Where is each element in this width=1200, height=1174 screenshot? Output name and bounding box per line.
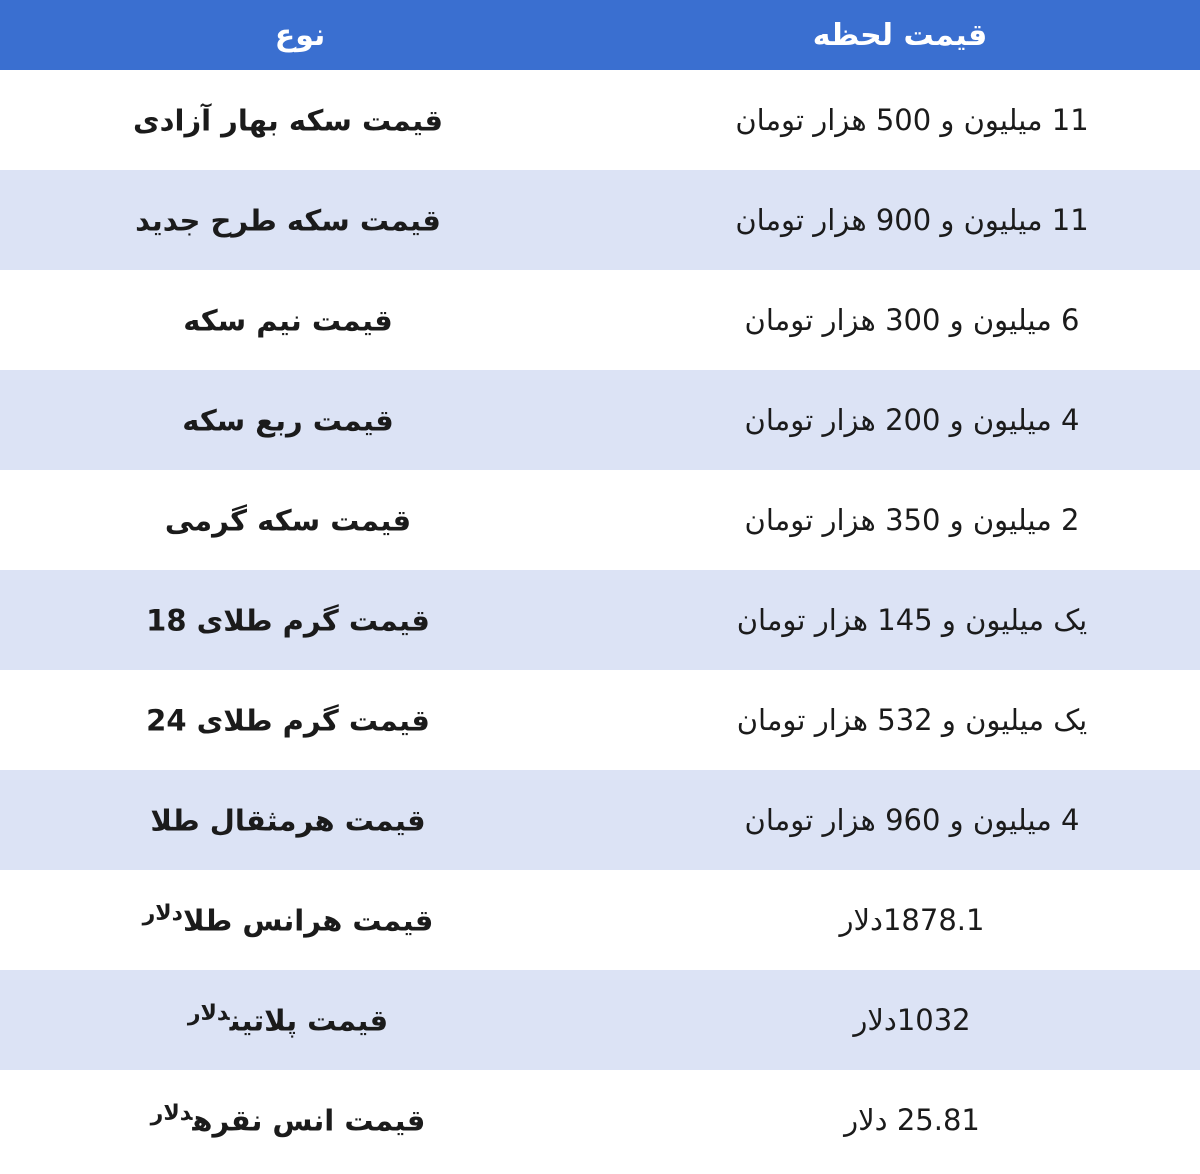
price-value: [600, 170, 1200, 270]
type-text: قیمت ربع سکه: [182, 403, 394, 438]
table-row: [0, 170, 1200, 270]
table-row: [0, 970, 1200, 1070]
price-value: [600, 870, 1200, 970]
table-body: [0, 70, 1200, 1170]
price-line-1: 4 میلیون و 200 هزار تومان: [744, 402, 1080, 437]
type-label: [0, 270, 600, 370]
type-label: [0, 770, 600, 870]
price-value: [600, 370, 1200, 470]
type-text: قیمت انس نقره: [192, 1103, 426, 1138]
type-text: قیمت گرم طلای 24: [146, 703, 430, 738]
price-value: [600, 270, 1200, 370]
type-text: قیمت پلاتین: [229, 1003, 389, 1038]
price-value: [600, 770, 1200, 870]
type-unit-suffix: دلار: [142, 901, 183, 927]
price-value: [600, 970, 1200, 1070]
type-text: قیمت هرمثقال طلا: [150, 803, 426, 838]
type-text: قیمت گرم طلای 18: [146, 603, 430, 638]
price-line-1: یک میلیون و 145 هزار تومان: [736, 602, 1088, 637]
table-header-row: [0, 0, 1200, 70]
type-label: [0, 570, 600, 670]
price-line-1: 2 میلیون و 350 هزار تومان: [744, 502, 1080, 537]
type-label: [0, 870, 600, 970]
table-row: [0, 670, 1200, 770]
price-value: [600, 470, 1200, 570]
table-row: [0, 270, 1200, 370]
table-row: [0, 870, 1200, 970]
price-line-1: یک میلیون و 532 هزار تومان: [736, 702, 1088, 737]
type-text: قیمت نیم سکه: [183, 303, 393, 338]
price-line-1: 1878.1دلار: [839, 902, 985, 937]
type-text: قیمت سکه بهار آزادی: [133, 103, 443, 138]
type-label: [0, 670, 600, 770]
price-line-1: 4 میلیون و 960 هزار تومان: [744, 802, 1080, 837]
price-line-1: 25.81 دلار: [844, 1102, 980, 1137]
column-header-type: نوع: [274, 17, 326, 53]
type-label: [0, 370, 600, 470]
price-value: [600, 1070, 1200, 1170]
type-label: [0, 70, 600, 170]
type-unit-suffix: دلار: [150, 1101, 193, 1127]
column-header-price: قیمت لحظه: [812, 17, 988, 53]
table-row: [0, 770, 1200, 870]
table-row: [0, 470, 1200, 570]
price-line-1: 6 میلیون و 300 هزار تومان: [744, 302, 1080, 337]
table-row: [0, 70, 1200, 170]
type-text: قیمت سکه گرمی: [164, 503, 412, 538]
type-text: قیمت هرانس طلا: [182, 903, 434, 938]
type-label: [0, 1070, 600, 1170]
type-text: قیمت سکه طرح جدید: [135, 203, 441, 238]
type-unit-suffix: دلار: [187, 1001, 230, 1027]
price-value: [600, 70, 1200, 170]
price-value: [600, 670, 1200, 770]
type-label: [0, 170, 600, 270]
table-header: [0, 0, 1200, 70]
type-label: [0, 970, 600, 1070]
price-value: [600, 570, 1200, 670]
price-line-1: 11 میلیون و 900 هزار تومان: [735, 202, 1089, 237]
table-row: [0, 570, 1200, 670]
table-row: [0, 1070, 1200, 1170]
price-line-1: 11 میلیون و 500 هزار تومان: [735, 102, 1089, 137]
price-line-1: 1032دلار: [853, 1002, 971, 1037]
table-row: [0, 370, 1200, 470]
type-label: [0, 470, 600, 570]
